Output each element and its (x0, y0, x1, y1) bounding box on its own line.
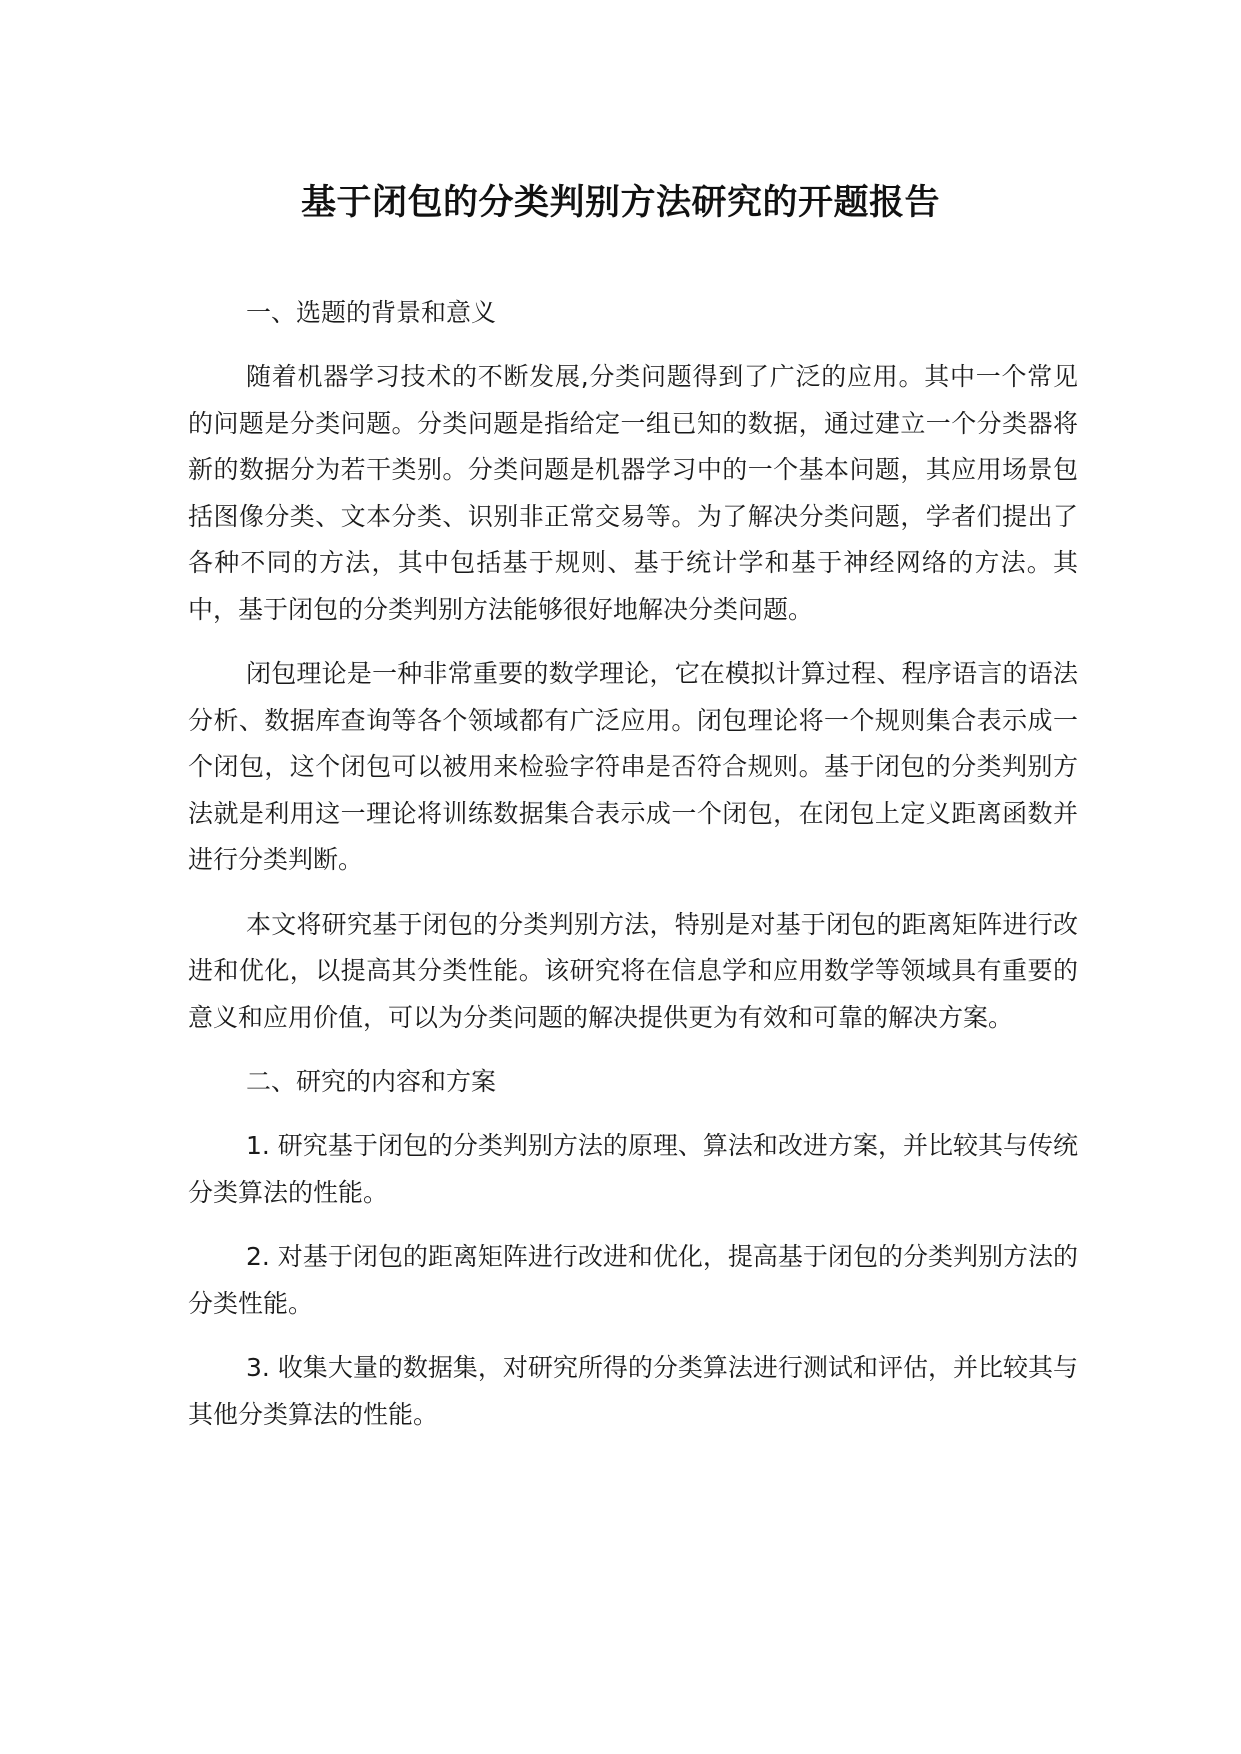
document-body (188, 290, 1078, 1456)
section-heading-background: 一、选题的背景和意义 (246, 298, 497, 327)
document-title: 基于闭包的分类判别方法研究的开题报告 (300, 183, 940, 223)
section-heading-content: 二、研究的内容和方案 (246, 1067, 497, 1096)
list-item-content-1: 1. 研究基于闭包的分类判别方法的原理、算法和改进方案，并比较其与传统分类算法的性能。 (188, 1131, 1078, 1207)
paragraph-background-3: 本文将研究基于闭包的分类判别方法，特别是对基于闭包的距离矩阵进行改进和优化，以提高其分类性能。该研究将在信息学和应用数学等领域具有重要的意义和应用价值，可以为分类问题的解决提供更为有效和可靠的解决方案。 (188, 909, 1078, 1032)
paragraph-background-1: 随着机器学习技术的不断发展,分类问题得到了广泛的应用。其中一个常见的问题是分类问题。分类问题是指给定一组已知的数据，通过建立一个分类器将新的数据分为若干类别。分类问题是机器学习中的一个基本问题，其应用场景包括图像分类、文本分类、识别非正常交易等。为了解决分类问题，学者们提出了各种不同的方法，其中包括基于规则、基于统计学和基于神经网络的方法。其中，基于闭包的分类判别方法能够很好地解决分类问题。 (188, 362, 1078, 624)
list-item-content-3: 3. 收集大量的数据集，对研究所得的分类算法进行测试和评估，并比较其与其他分类算法的性能。 (188, 1353, 1078, 1429)
list-item-content-2: 2. 对基于闭包的距离矩阵进行改进和优化，提高基于闭包的分类判别方法的分类性能。 (188, 1242, 1078, 1318)
paragraph-background-2: 闭包理论是一种非常重要的数学理论，它在模拟计算过程、程序语言的语法分析、数据库查询等各个领域都有广泛应用。闭包理论将一个规则集合表示成一个闭包，这个闭包可以被用来检验字符串是否符合规则。基于闭包的分类判别方法就是利用这一理论将训练数据集合表示成一个闭包，在闭包上定义距离函数并进行分类判断。 (188, 659, 1078, 874)
